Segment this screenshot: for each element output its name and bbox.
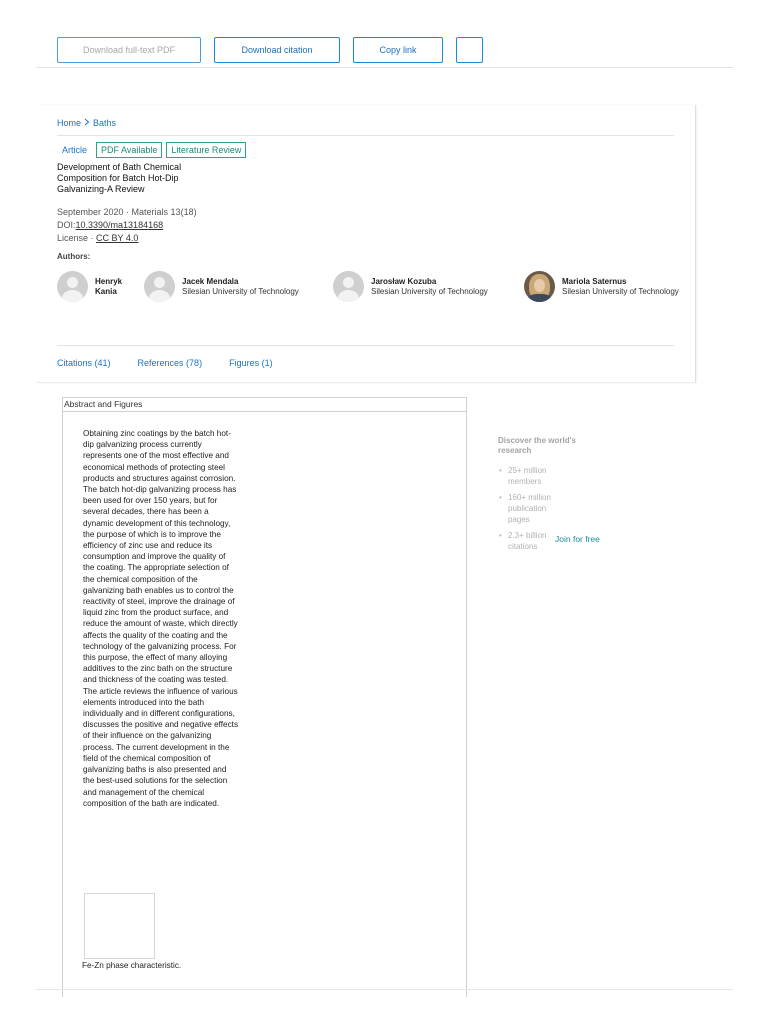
publication-date-journal: September 2020 · Materials 13(18) — [57, 207, 197, 217]
author-name[interactable]: Jarosław Kozuba — [371, 276, 437, 286]
list-item: • 160+ million publication pages — [498, 492, 563, 525]
list-item: • 25+ million members — [498, 465, 563, 487]
breadcrumb — [57, 118, 116, 128]
top-action-bar — [36, 0, 733, 68]
footer-divider — [36, 989, 733, 990]
article-badges — [57, 142, 246, 158]
author-name[interactable]: Henryk Kania — [95, 276, 123, 296]
download-pdf-button[interactable]: Download full-text PDF — [57, 37, 201, 63]
breadcrumb-current[interactable]: Baths — [93, 118, 117, 128]
user-avatar-icon — [333, 271, 364, 302]
chevron-right-icon — [84, 118, 90, 128]
article-type-badge: Article — [62, 145, 88, 155]
pdf-available-badge: PDF Available — [96, 142, 162, 158]
abstract-heading: Abstract and Figures — [63, 398, 466, 412]
author-item[interactable] — [144, 271, 299, 302]
abstract-text: Obtaining zinc coatings by the batch hot-dip galvanizing process currently represents one of the most effective and economical methods of protecting steel products and structures against corrosion. The batch hot-dip galvanizing process has been used for over 150 years, but for several decades, there has been a dynamic development of this technology, the purpose of which is to improve the efficiency of zinc use and reduce its consumption and improve the quality of the coating. The appropriate selection of the chemical composition of the galvanizing bath enables us to control the reactivity of steel, improve the drainage of liquid zinc from the product surface, and reduce the amount of waste, which directly affects the quality of the coating and the technology of the galvanizing process. For this purpose, the effect of many alloying additives to the zinc bath on the structure and thickness of the coating was tested. The article reviews the influence of various elements introduced into the bath individually and in different configurations, discusses the positive and negative effects of their influence on the galvanizing process. The current development in the field of the chemical composition of galvanizing baths is also presented and the best-used solutions for the selection and management of the chemical composition of the bath are indicated. — [83, 429, 239, 808]
tab-figures[interactable]: Figures (1) — [229, 358, 273, 368]
license-link[interactable]: CC BY 4.0 — [96, 233, 139, 243]
abstract-panel — [62, 397, 467, 997]
tabs-divider — [57, 345, 674, 346]
card-divider — [36, 382, 695, 383]
page-title: Development of Bath Chemical Composition for Batch Hot-Dip Galvanizing-A Review — [57, 162, 182, 194]
tab-citations[interactable]: Citations (41) — [57, 358, 111, 368]
doi-line: DOI:10.3390/ma13184168 — [57, 220, 164, 230]
author-name[interactable]: Mariola Saternus — [562, 276, 627, 286]
author-item[interactable] — [524, 271, 679, 302]
breadcrumb-divider — [57, 135, 674, 136]
more-options-button[interactable] — [456, 37, 483, 63]
figure-thumbnail[interactable] — [84, 893, 155, 959]
breadcrumb-home[interactable]: Home — [57, 118, 82, 128]
user-avatar-icon — [57, 271, 88, 302]
tab-references[interactable]: References (78) — [137, 358, 203, 368]
author-affiliation: Silesian University of Technology — [562, 286, 679, 296]
license-line: License · CC BY 4.0 — [57, 233, 139, 243]
copy-link-button[interactable]: Copy link — [353, 37, 443, 63]
doi-link[interactable]: 10.3390/ma13184168 — [75, 220, 164, 230]
author-item[interactable] — [57, 271, 135, 302]
sidebar-title: Discover the world's research — [498, 436, 576, 455]
author-photo-icon — [524, 271, 555, 302]
list-item: • 2.3+ billion citations — [498, 530, 563, 552]
author-name[interactable]: Jacek Mendala — [182, 276, 239, 286]
article-meta — [57, 206, 197, 245]
join-for-free-link[interactable]: Join for free — [555, 534, 600, 544]
literature-review-badge: Literature Review — [166, 142, 246, 158]
article-tabs — [57, 358, 273, 368]
author-affiliation: Silesian University of Technology — [182, 286, 299, 296]
download-citation-button[interactable]: Download citation — [214, 37, 340, 63]
authors-label: Authors: — [57, 252, 91, 261]
author-affiliation: Silesian University of Technology — [371, 286, 488, 296]
figure-caption: Fe-Zn phase characteristic. — [82, 961, 182, 970]
author-item[interactable] — [333, 271, 488, 302]
user-avatar-icon — [144, 271, 175, 302]
